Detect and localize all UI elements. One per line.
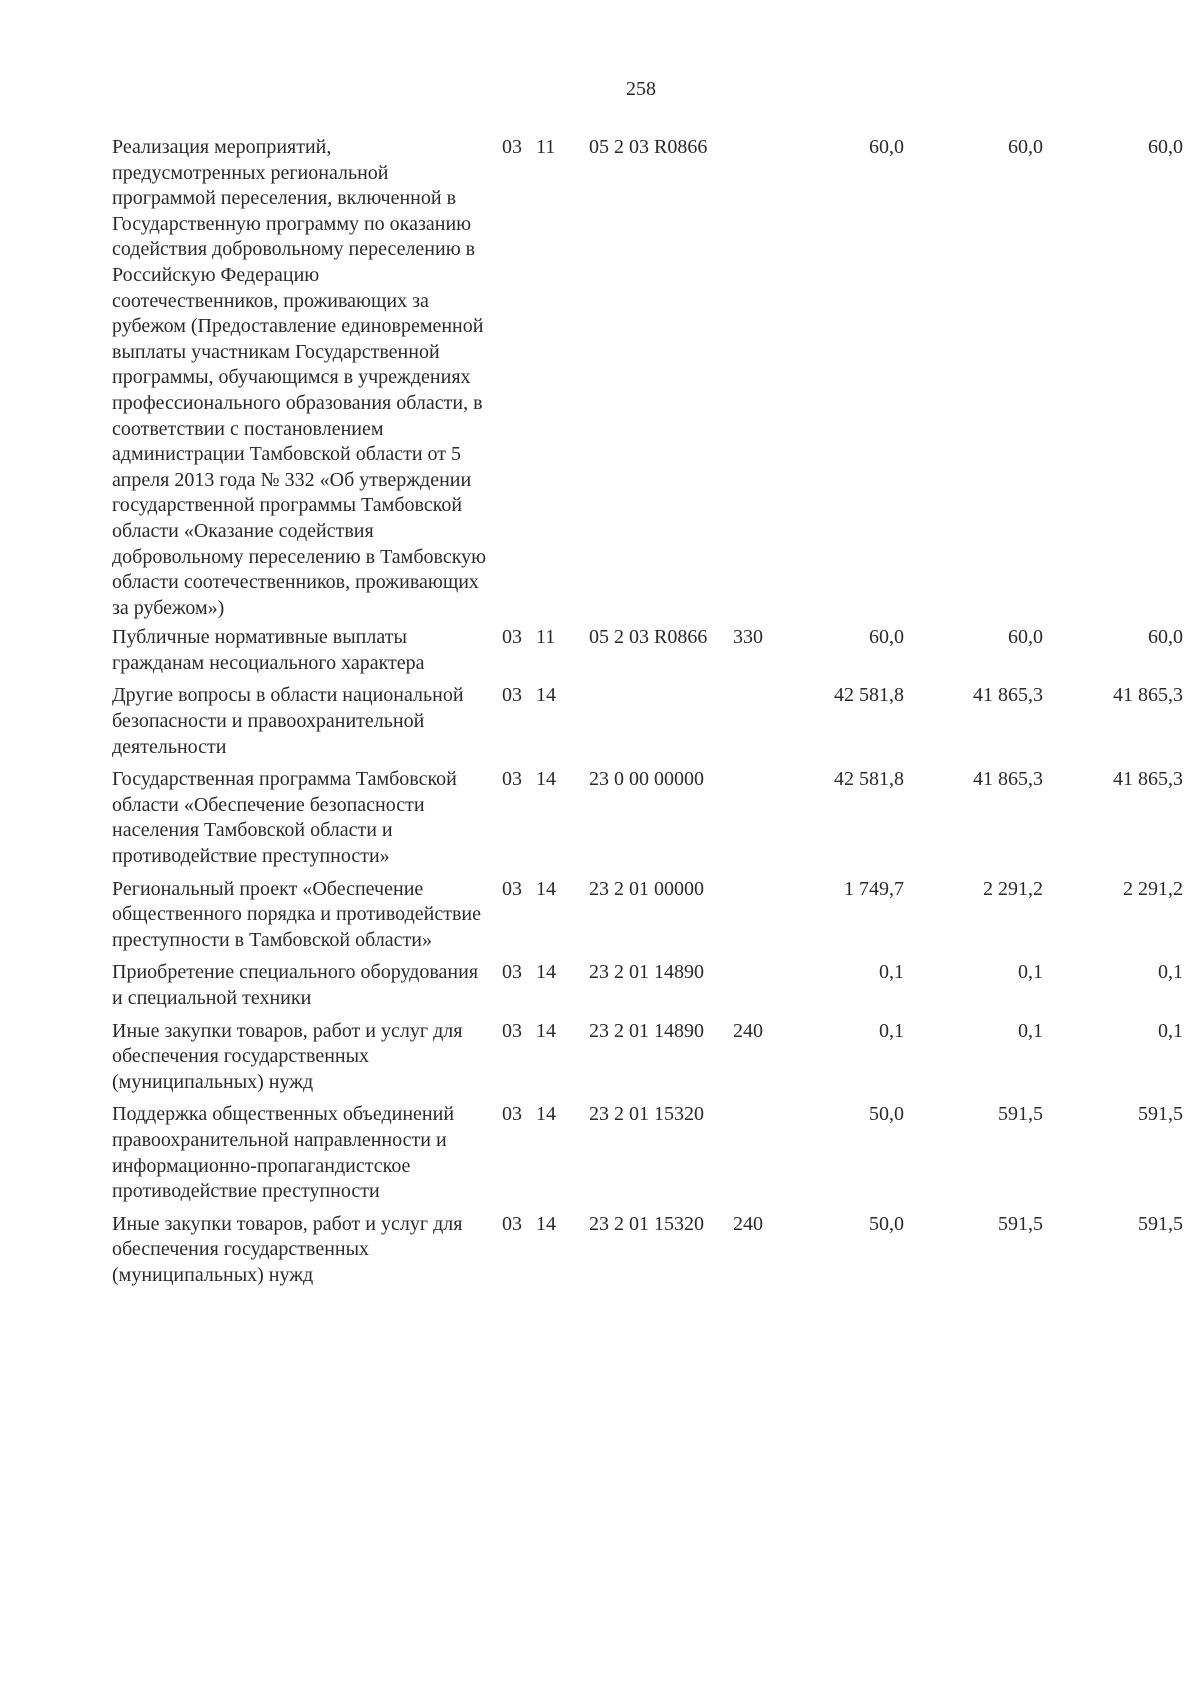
row-target-article-code: 23 2 01 15320 (589, 1103, 704, 1126)
table-row (0, 767, 1200, 869)
row-amount-2: 41 865,3 (973, 684, 1043, 707)
table-row (0, 877, 1200, 954)
row-subsection-code: 14 (536, 1103, 556, 1126)
row-amount-2: 60,0 (1008, 136, 1043, 158)
row-amount-3: 0,1 (1158, 961, 1183, 984)
row-section-code: 03 (502, 768, 522, 791)
row-amount-1: 50,0 (869, 1212, 904, 1235)
row-amount-1: 42 581,8 (834, 684, 904, 707)
row-subsection-code: 11 (536, 136, 556, 158)
row-amount-2: 0,1 (1018, 1019, 1043, 1042)
row-target-article-code: 23 2 01 15320 (589, 1212, 704, 1235)
row-amount-1: 0,1 (879, 961, 904, 984)
row-target-article-code: 23 2 01 00000 (589, 877, 704, 900)
row-description: Региональный проект «Обеспечение общественного порядка и противодействие преступности в Тамбовской области» (112, 877, 481, 951)
row-section-code: 03 (502, 136, 522, 158)
row-description: Государственная программа Тамбовской области «Обеспечение безопасности населения Тамбовской области и противодействие преступности» (112, 768, 457, 868)
row-description: Реализация мероприятий, предусмотренных региональной программой переселения, включенной в Государственную программу по оказанию содействия добровольному переселению в Российскую Федерацию соотечественников, проживающих за рубежом (Предоставление единовременной выплаты участникам Государственной программы, обучающимся в учреждениях профессионального образования области, в соответствии с постановлением администрации Тамбовской области от 5 апреля 2013 года № 332 «Об утверждении государственной программы Тамбовской области «Оказание содействия добровольному переселению в Тамбовскую области соотечественников, проживающих за рубежом») (112, 136, 487, 619)
row-section-code: 03 (502, 626, 522, 649)
table-row (0, 960, 1200, 1011)
row-target-article-code: 23 2 01 14890 (589, 961, 704, 984)
row-description: Поддержка общественных объединений правоохранительной направленности и информационно-пропагандистское противодействие преступности (112, 1103, 455, 1203)
row-description: Приобретение специального оборудования и специальной техники (112, 961, 479, 1009)
row-description: Публичные нормативные выплаты гражданам несоциального характера (112, 626, 425, 674)
budget-table (0, 135, 1200, 1289)
table-row (0, 1102, 1200, 1204)
row-amount-3: 60,0 (1148, 136, 1183, 158)
page-number: 258 (626, 78, 656, 100)
row-amount-2: 591,5 (998, 1212, 1043, 1235)
row-amount-3: 41 865,3 (1113, 684, 1183, 707)
row-subsection-code: 14 (536, 1212, 556, 1235)
row-amount-3: 2 291,2 (1123, 877, 1183, 900)
row-subsection-code: 14 (536, 1019, 556, 1042)
row-amount-2: 41 865,3 (973, 768, 1043, 791)
table-row (0, 1212, 1200, 1289)
row-target-article-code: 23 0 00 00000 (589, 768, 704, 791)
row-amount-3: 41 865,3 (1113, 768, 1183, 791)
row-expense-type-code: 330 (733, 626, 763, 649)
row-section-code: 03 (502, 1212, 522, 1235)
row-amount-2: 0,1 (1018, 961, 1043, 984)
row-target-article-code: 05 2 03 R0866 (589, 626, 708, 649)
row-section-code: 03 (502, 1019, 522, 1042)
row-description: Другие вопросы в области национальной безопасности и правоохранительной деятельности (112, 684, 464, 758)
row-section-code: 03 (502, 877, 522, 900)
row-section-code: 03 (502, 684, 522, 707)
row-amount-3: 60,0 (1148, 626, 1183, 649)
table-row (0, 683, 1200, 760)
row-description: Иные закупки товаров, работ и услуг для обеспечения государственных (муниципальных) нужд (112, 1019, 463, 1093)
row-target-article-code: 23 2 01 14890 (589, 1019, 704, 1042)
row-amount-2: 60,0 (1008, 626, 1043, 649)
row-target-article-code: 05 2 03 R0866 (589, 136, 708, 158)
table-row (0, 135, 1200, 621)
row-amount-2: 2 291,2 (983, 877, 1043, 900)
row-amount-1: 42 581,8 (834, 768, 904, 791)
row-expense-type-code: 240 (733, 1212, 763, 1235)
row-amount-3: 0,1 (1158, 1019, 1183, 1042)
row-amount-1: 0,1 (879, 1019, 904, 1042)
table-row (0, 625, 1200, 676)
row-amount-1: 60,0 (869, 136, 904, 158)
row-subsection-code: 14 (536, 877, 556, 900)
row-section-code: 03 (502, 961, 522, 984)
row-amount-3: 591,5 (1138, 1212, 1183, 1235)
row-subsection-code: 14 (536, 684, 556, 707)
row-expense-type-code: 240 (733, 1019, 763, 1042)
row-amount-1: 1 749,7 (844, 877, 904, 900)
row-subsection-code: 14 (536, 961, 556, 984)
row-amount-1: 60,0 (869, 626, 904, 649)
row-amount-3: 591,5 (1138, 1103, 1183, 1126)
table-row (0, 1019, 1200, 1096)
row-amount-2: 591,5 (998, 1103, 1043, 1126)
row-section-code: 03 (502, 1103, 522, 1126)
row-subsection-code: 11 (536, 626, 556, 649)
row-description: Иные закупки товаров, работ и услуг для обеспечения государственных (муниципальных) нужд (112, 1212, 463, 1286)
row-subsection-code: 14 (536, 768, 556, 791)
row-amount-1: 50,0 (869, 1103, 904, 1126)
